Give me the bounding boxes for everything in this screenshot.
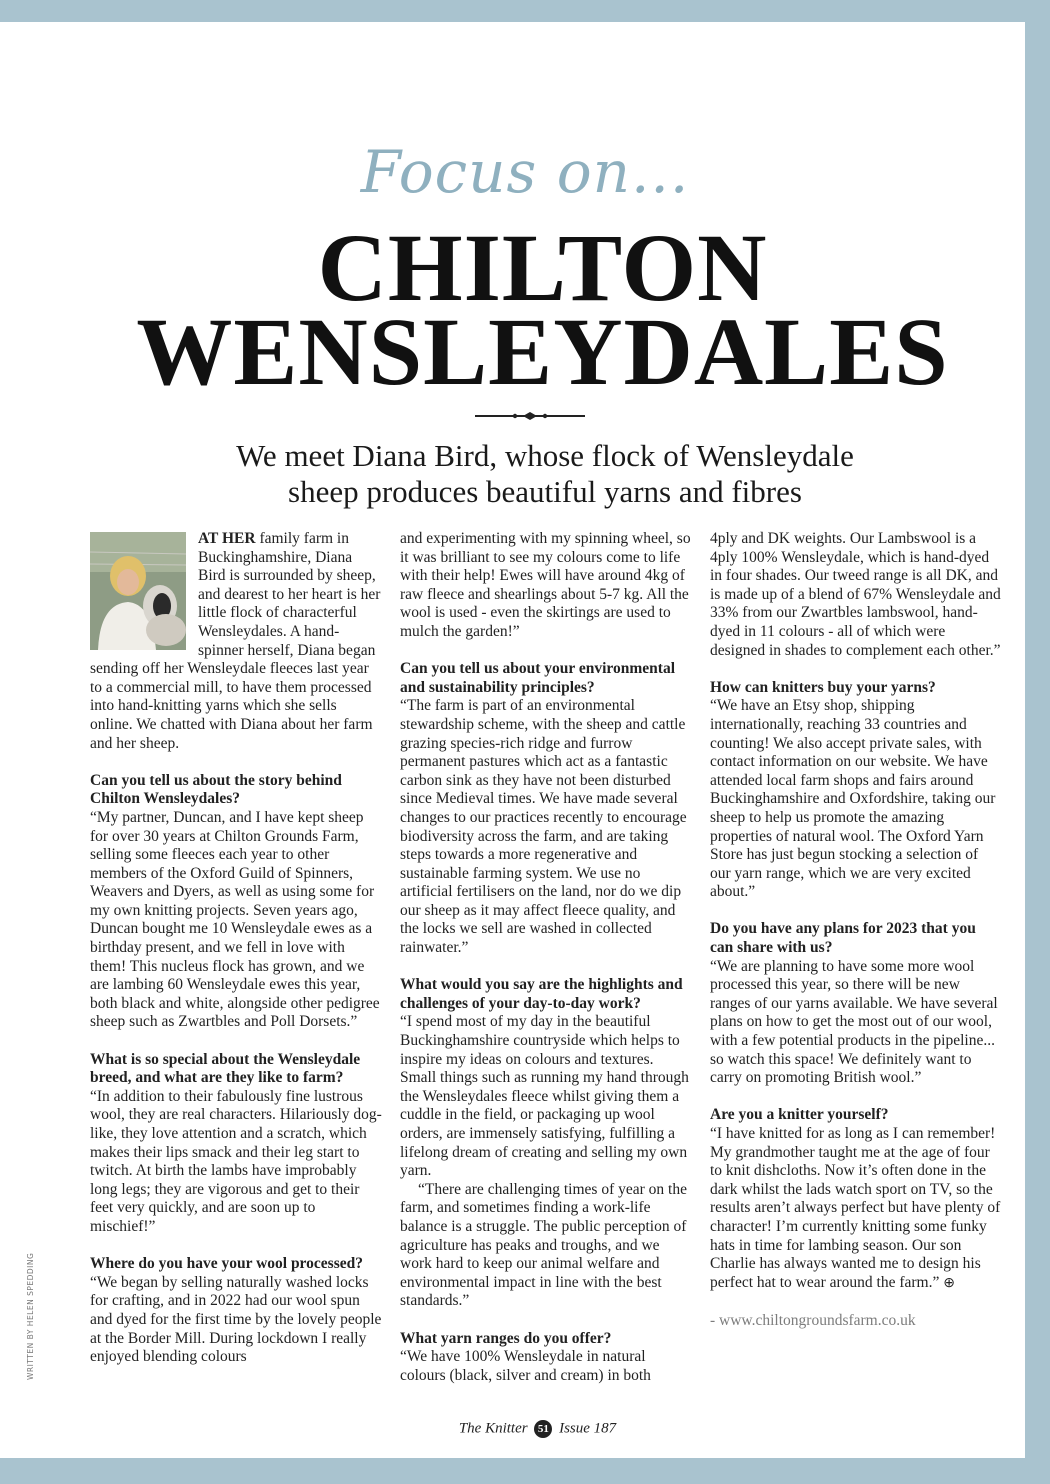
end-mark-icon: ⊕ — [943, 1275, 955, 1291]
intro-lead: AT HER — [198, 530, 256, 547]
answer-paragraph: “My partner, Duncan, and I have kept sheep for over 30 years at Chilton Grounds Farm, selling some fleeces each year to other members of the Oxford Guild of Spinners, Weavers and Dyers, as well as using some for my own knitting projects. Seven years ago, Duncan bought me 10 Wensleydale ewes as a birthday present, and we fell in love with them! This nucleus flock has grown, and we are lambing 60 Wensleydale ewes this year, both black and white, alongside other pedigree sheep such as Zwartbles and Poll Dorsets.” — [90, 808, 380, 1031]
question-heading: What is so special about the Wensleydale breed, and what are they like to farm? — [90, 1050, 361, 1087]
answer-paragraph — [710, 1125, 1002, 1293]
magazine-name: The Knitter — [458, 1420, 528, 1437]
title-line-1: CHILTON — [317, 214, 768, 321]
author-credit: WRITTEN BY HELEN SPEDDING — [26, 1252, 35, 1380]
website-link[interactable]: - www.chiltongroundsfarm.co.uk — [710, 1311, 916, 1329]
intro-text: family farm in Buckinghamshire, Diana Bird is surrounded by sheep, and dearest to her heart is her little flock of characterful Wensleydales. A hand-spinner herself, Diana began sending off her Wensleydale fleeces last year to a commercial mill, to have them processed into hand-knitting yarns which she sells online. We chatted with Diana about her farm and her sheep. — [90, 530, 381, 752]
portrait-photo — [90, 532, 186, 650]
answer-text: “I have knitted for as long as I can remember! My grandmother taught me at the age of four to knit dishcloths. Now it’s often done in the dark whilst the lads watch sport on TV, so the results aren’t always perfect but have plenty of character! I’m currently knitting some funky hats in time for lambing season. Our son Charlie has always wanted me to design his perfect hat to wear around the farm.” — [710, 1125, 1001, 1291]
question-heading: Are you a knitter yourself? — [710, 1106, 889, 1124]
answer-paragraph: “We have 100% Wensleydale in natural colours (black, silver and cream) in both — [400, 1348, 651, 1384]
kicker-heading: Focus on... — [360, 138, 690, 206]
answer-paragraph: “We have an Etsy shop, shipping internationally, reaching 33 countries and counting! We also accept private sales, with contact information on our website. We have attended local farm shops and fairs around Buckinghamshire and Oxfordshire, taking our sheep to help us promote the amazing properties of natural wool. The Oxford Yarn Store has just begun stocking a selection of our yarn range, which we are very excited about.” — [710, 697, 996, 901]
article-title — [0, 214, 1050, 405]
title-line-2: WENSLEYDALES — [136, 298, 949, 405]
question-heading: Do you have any plans for 2023 that you can share with us? — [710, 920, 976, 957]
standfirst-line-2: sheep produces beautiful yarns and fibres — [288, 474, 802, 509]
answer-paragraph: “We began by selling naturally washed locks for crafting, and in 2022 had our wool spun and dyed for the first time by the lovely people at the Border Mill. During lockdown I really enjoyed blending colours — [90, 1273, 382, 1366]
answer-paragraph: “There are challenging times of year on the farm, and sometimes finding a work-life balance is a struggle. The public perception of agriculture has peaks and troughs, and we work hard to keep our animal welfare and environmental impact in line with the best standards.” — [400, 1180, 687, 1310]
question-heading: How can knitters buy your yarns? — [710, 678, 936, 696]
answer-paragraph-continued: 4ply and DK weights. Our Lambswool is a 4ply 100% Wensleydale, which is hand-dyed in four shades. Our tweed range is all DK, and is made up of a blend of 67% Wensleydale and 33% from our Zwartbles lambswool, hand-dyed in 11 colours - all of which were designed in shades to complement each other.” — [710, 530, 1001, 659]
answer-paragraph: “In addition to their fabulously fine lustrous wool, they are real characters. Hilariously dog-like, they love attention and a scratch, which makes their lips smack and their leg start to twitch. At birth the lambs have improbably long legs; they are vigorous and get to their feet very quickly, and are soon up to mischief!” — [90, 1087, 382, 1235]
question-heading: Can you tell us about your environmental and sustainability principles? — [400, 660, 676, 696]
divider-ornament — [475, 411, 585, 421]
portrait-illustration — [90, 532, 186, 650]
article-standfirst — [0, 438, 1050, 510]
answer-paragraph-continued: and experimenting with my spinning wheel, so it was brilliant to see my colours come to life with their help! Ewes will have around 4kg of raw fleece and shearlings about 5-7 kg. All the wool is used - even the skirtings are used to mulch the garden!” — [400, 530, 691, 640]
question-heading: Can you tell us about the story behind Chilton Wensleydales? — [90, 771, 342, 808]
answer-paragraph: “I spend most of my day in the beautiful Buckinghamshire countryside which helps to inspire my ideas on colours and textures. Small things such as running my hand through the Wensleydales fleece whilst giving them a cuddle in the field, or packaging up wool orders, are immensely satisfying, fulfilling a lifelong dream of creating and selling my own yarn. — [400, 1013, 689, 1180]
text-column-3 — [710, 530, 1002, 1331]
page-number-badge: 51 — [534, 1420, 552, 1438]
page-footer — [0, 1420, 1050, 1438]
issue-number: Issue 187 — [559, 1420, 617, 1437]
question-heading: What would you say are the highlights and challenges of your day-to-day work? — [400, 976, 683, 1012]
question-heading: What yarn ranges do you offer? — [400, 1329, 612, 1347]
text-column-1 — [90, 530, 382, 1367]
answer-paragraph: “We are planning to have some more wool processed this year, so there will be new ranges of our yarns available. We have several plans on how to get the most out of our wool, with a few potential products in the pipeline... so watch this space! We definitely want to carry on promoting British wool.” — [710, 957, 998, 1087]
text-column-2 — [400, 530, 693, 1385]
question-heading: Where do you have your wool processed? — [90, 1255, 363, 1273]
answer-paragraph: “The farm is part of an environmental stewardship scheme, with the sheep and cattle grazing species-rich ridge and furrow permanent pastures which act as a fantastic carbon sink as they have not been disturbed since Medieval times. We have made several changes to our practices recently to encourage biodiversity across the farm, and are taking steps towards a more regenerative and sustainable farming system. We use no artificial fertilisers on the land, nor do we dip our sheep as it may affect fleece quality, and the locks we sell are washed in collected rainwater.” — [400, 697, 687, 957]
standfirst-line-1: We meet Diana Bird, whose flock of Wensleydale — [236, 438, 854, 473]
